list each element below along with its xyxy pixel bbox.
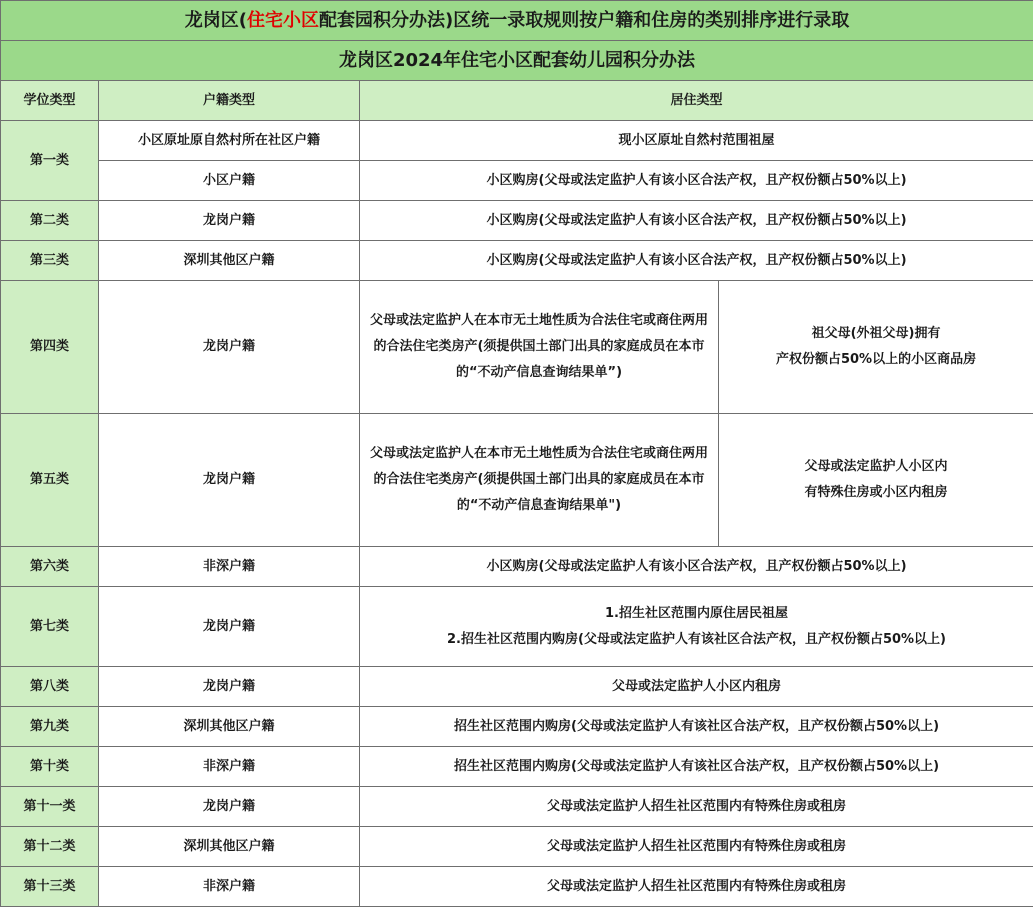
category-cell: 第四类	[1, 281, 99, 414]
category-cell: 第十三类	[1, 867, 99, 907]
subtitle-row	[1, 41, 1033, 81]
residence-cell: 小区购房(父母或法定监护人有该小区合法产权，且产权份额占50%以上)	[360, 201, 1033, 241]
hukou-cell: 龙岗户籍	[99, 787, 360, 827]
category-cell: 第五类	[1, 414, 99, 547]
table-row	[1, 547, 1033, 587]
residence-line: 产权份额占50%以上的小区商品房	[775, 352, 977, 367]
table-row	[1, 121, 1033, 161]
table-row	[1, 201, 1033, 241]
hukou-cell: 小区原址原自然村所在社区户籍	[99, 121, 360, 161]
hukou-cell: 龙岗户籍	[99, 667, 360, 707]
residence-line: 父母或法定监护人小区内	[804, 459, 948, 474]
residence-cell-left: 父母或法定监护人在本市无土地性质为合法住宅或商住两用的合法住宅类房产(须提供国土部门出具的家庭成员在本市的“不动产信息查询结果单")	[360, 414, 719, 547]
residence-cell: 父母或法定监护人招生社区范围内有特殊住房或租房	[360, 867, 1033, 907]
hukou-cell: 小区户籍	[99, 161, 360, 201]
table-row	[1, 414, 1033, 547]
table-row	[1, 587, 1033, 667]
hukou-cell: 龙岗户籍	[99, 281, 360, 414]
table-row	[1, 161, 1033, 201]
hukou-cell: 非深户籍	[99, 547, 360, 587]
table-row	[1, 281, 1033, 414]
residence-cell: 小区购房(父母或法定监护人有该小区合法产权，且产权份额占50%以上)	[360, 161, 1033, 201]
residence-cell: 小区购房(父母或法定监护人有该小区合法产权，且产权份额占50%以上)	[360, 241, 1033, 281]
category-cell: 第十一类	[1, 787, 99, 827]
residence-cell: 父母或法定监护人招生社区范围内有特殊住房或租房	[360, 787, 1033, 827]
table-row	[1, 667, 1033, 707]
banner-highlight: 住宅小区	[247, 9, 320, 31]
hukou-cell: 龙岗户籍	[99, 201, 360, 241]
residence-cell: 招生社区范围内购房(父母或法定监护人有该社区合法产权，且产权份额占50%以上)	[360, 747, 1033, 787]
category-cell: 第三类	[1, 241, 99, 281]
category-cell: 第八类	[1, 667, 99, 707]
residence-cell: 父母或法定监护人小区内租房	[360, 667, 1033, 707]
category-cell: 第一类	[1, 121, 99, 201]
residence-cell	[360, 587, 1033, 667]
table-row	[1, 747, 1033, 787]
table-row	[1, 867, 1033, 907]
hukou-cell: 深圳其他区户籍	[99, 241, 360, 281]
table-row	[1, 241, 1033, 281]
table-row	[1, 707, 1033, 747]
hukou-cell: 非深户籍	[99, 747, 360, 787]
residence-cell: 现小区原址自然村范围祖屋	[360, 121, 1033, 161]
hukou-cell: 龙岗户籍	[99, 587, 360, 667]
table-row	[1, 827, 1033, 867]
residence-cell: 父母或法定监护人招生社区范围内有特殊住房或租房	[360, 827, 1033, 867]
residence-cell: 小区购房(父母或法定监护人有该小区合法产权，且产权份额占50%以上)	[360, 547, 1033, 587]
hukou-cell: 深圳其他区户籍	[99, 827, 360, 867]
category-cell: 第七类	[1, 587, 99, 667]
banner-row	[1, 1, 1033, 41]
category-cell: 第二类	[1, 201, 99, 241]
category-cell: 第十二类	[1, 827, 99, 867]
residence-line: 有特殊住房或小区内租房	[804, 485, 948, 500]
category-cell: 第九类	[1, 707, 99, 747]
table-row	[1, 787, 1033, 827]
header-category: 学位类型	[1, 81, 99, 121]
residence-line: 祖父母(外祖父母)拥有	[811, 326, 941, 341]
header-hukou: 户籍类型	[99, 81, 360, 121]
category-cell: 第十类	[1, 747, 99, 787]
residence-cell-left: 父母或法定监护人在本市无土地性质为合法住宅或商住两用的合法住宅类房产(须提供国土部门出具的家庭成员在本市的“不动产信息查询结果单”)	[360, 281, 719, 414]
header-row	[1, 81, 1033, 121]
hukou-cell: 非深户籍	[99, 867, 360, 907]
residence-cell-right	[719, 414, 1033, 547]
residence-line: 2.招生社区范围内购房(父母或法定监护人有该社区合法产权，且产权份额占50%以上)	[447, 631, 946, 647]
residence-cell: 招生社区范围内购房(父母或法定监护人有该社区合法产权，且产权份额占50%以上)	[360, 707, 1033, 747]
hukou-cell: 龙岗户籍	[99, 414, 360, 547]
table-subtitle: 龙岗区2024年住宅小区配套幼儿园积分办法	[1, 41, 1033, 81]
header-residence: 居住类型	[360, 81, 1033, 121]
category-cell: 第六类	[1, 547, 99, 587]
residence-cell-right	[719, 281, 1033, 414]
banner-title: 龙岗区(住宅小区配套园积分办法)区统一录取规则按户籍和住房的类别排序进行录取	[1, 1, 1033, 41]
hukou-cell: 深圳其他区户籍	[99, 707, 360, 747]
residence-line: 1.招生社区范围内原住居民祖屋	[605, 605, 788, 621]
